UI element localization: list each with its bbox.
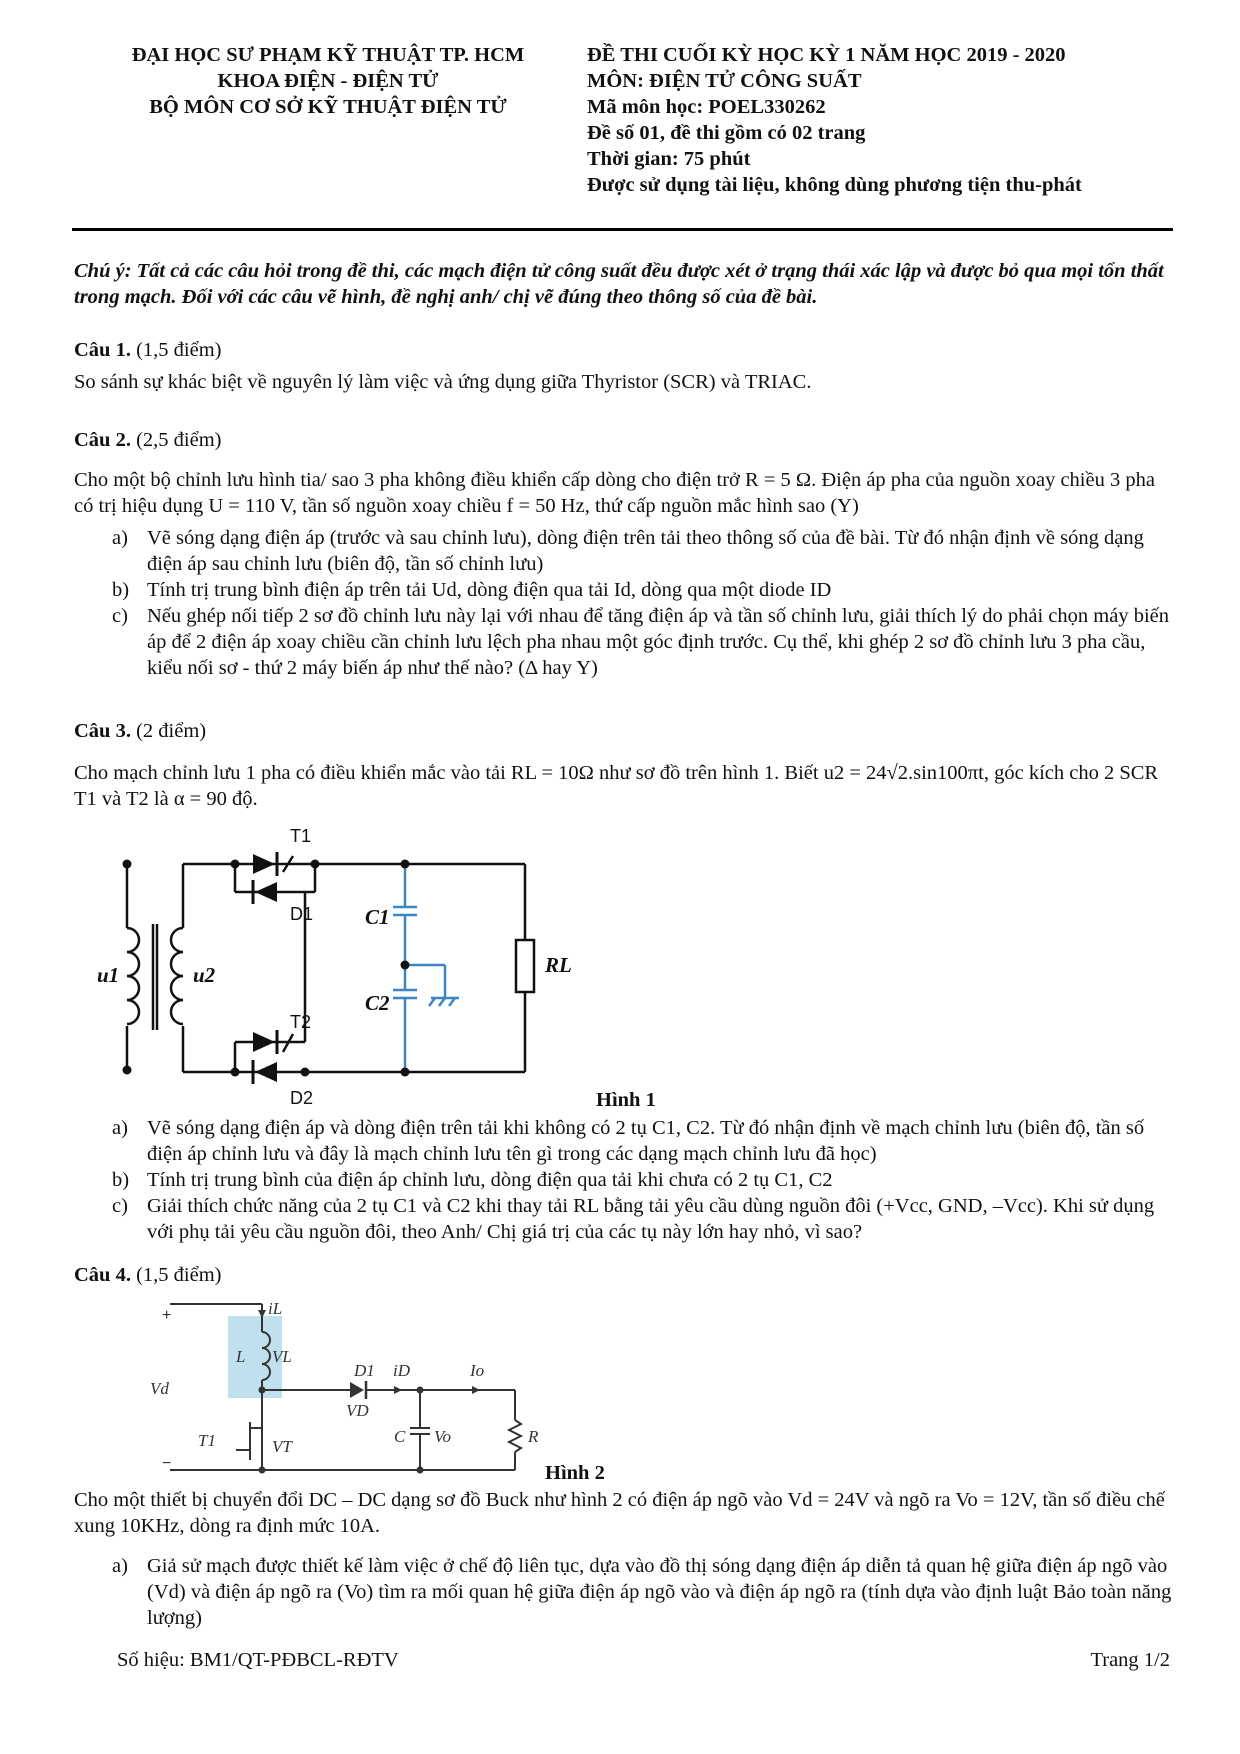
label-c2: C2 bbox=[365, 991, 390, 1015]
university-name: ĐẠI HỌC SƯ PHẠM KỸ THUẬT TP. HCM bbox=[131, 44, 525, 66]
label-d1: D1 bbox=[290, 904, 314, 924]
duration: Thời gian: 75 phút bbox=[587, 148, 751, 170]
exam-title: ĐỀ THI CUỐI KỲ HỌC KỲ 1 NĂM HỌC 2019 - 2020 bbox=[587, 44, 1066, 66]
question-2-item-b: b) Tính trị trung bình điện áp trên tải Ud, dòng điện qua tải Id, dòng qua một diode ID bbox=[112, 579, 832, 601]
label-d1-buck: D1 bbox=[354, 1361, 375, 1380]
question-3 bbox=[74, 718, 1174, 812]
page-number: Trang 1/2 bbox=[1090, 1649, 1170, 1671]
subject: MÔN: ĐIỆN TỬ CÔNG SUẤT bbox=[587, 70, 862, 92]
question-2 bbox=[74, 427, 1174, 681]
label-r: R bbox=[528, 1427, 539, 1446]
question-4-heading bbox=[74, 1262, 1174, 1288]
label-vt: VT bbox=[272, 1437, 292, 1456]
question-1 bbox=[74, 337, 1174, 395]
label-vl: VL bbox=[272, 1347, 292, 1366]
label-d2: D2 bbox=[290, 1088, 314, 1108]
question-2-title: Câu 2. bbox=[74, 429, 131, 451]
question-1-text: So sánh sự khác biệt về nguyên lý làm việc và ứng dụng giữa Thyristor (SCR) và TRIAC. bbox=[74, 371, 812, 393]
figure-2-caption: Hình 2 bbox=[545, 1462, 605, 1484]
figure-2-circuit bbox=[150, 1290, 570, 1490]
label-il: iL bbox=[268, 1299, 283, 1318]
label-c1: C1 bbox=[365, 905, 390, 929]
question-4-intro: Cho một thiết bị chuyển đổi DC – DC dạng sơ đồ Buck như hình 2 có điện áp ngõ vào Vd = 24V và ngõ ra Vo = 12V, tần số điều chế xung 10KHz, dòng ra định mức 10A. bbox=[74, 1489, 1165, 1537]
header-left bbox=[88, 42, 568, 120]
question-2-points: (2,5 điểm) bbox=[136, 429, 222, 451]
label-t2: T2 bbox=[290, 1012, 312, 1032]
header-right bbox=[587, 42, 1207, 198]
exam-note: Chú ý: Tất cả các câu hỏi trong đề thi, các mạch điện tử công suất đều được xét ở trạng thái xác lập và được bỏ qua mọi tổn thất trong mạch. Đối với các câu vẽ hình, đề nghị anh/ chị vẽ đúng theo thông số của đề bài. bbox=[74, 260, 1164, 308]
figure-1-caption: Hình 1 bbox=[596, 1089, 656, 1111]
document-code: Số hiệu: BM1/QT-PĐBCL-RĐTV bbox=[117, 1649, 399, 1671]
label-t1-buck: T1 bbox=[198, 1431, 216, 1450]
question-2-item-c: c) Nếu ghép nối tiếp 2 sơ đồ chỉnh lưu này lại với nhau để tăng điện áp và tần số chỉnh lưu, giải thích lý do phải chọn máy biến áp để 2 điện áp xoay chiều cần chỉnh lưu lệch pha nhau một góc định trước. Cụ thể, khi ghép 2 sơ đồ chỉnh lưu 3 pha cầu, kiểu nối sơ - thứ 2 máy biến áp như thế nào? (Δ hay Y) bbox=[112, 605, 1169, 679]
minus-sign: − bbox=[162, 1455, 172, 1472]
label-vo: Vo bbox=[434, 1427, 451, 1446]
question-4-title: Câu 4. bbox=[74, 1264, 131, 1286]
plus-sign: + bbox=[162, 1307, 172, 1324]
question-2-intro: Cho một bộ chỉnh lưu hình tia/ sao 3 pha không điều khiển cấp dòng cho điện trở R = 5 Ω. Điện áp pha của nguồn xoay chiều 3 pha có trị hiệu dụng U = 110 V, tần số nguồn xoay chiều f = 50 Hz, thứ cấp nguồn mắc hình sao (Y) bbox=[74, 469, 1155, 517]
question-3-title: Câu 3. bbox=[74, 720, 131, 742]
label-vd-input: Vd bbox=[150, 1379, 169, 1398]
question-1-points: (1,5 điểm) bbox=[136, 339, 222, 361]
question-3-item-a: a) Vẽ sóng dạng điện áp và dòng điện trên tải khi không có 2 tụ C1, C2. Từ đó nhận định về mạch chỉnh lưu (biên độ, tần số điện áp chỉnh lưu và đây là mạch chỉnh lưu tên gì trong các dạng mạch chỉnh lưu đã học) bbox=[112, 1117, 1145, 1165]
label-l: L bbox=[236, 1347, 246, 1366]
label-u2: u2 bbox=[193, 963, 216, 987]
question-1-title: Câu 1. bbox=[74, 339, 131, 361]
label-id: iD bbox=[393, 1361, 410, 1380]
label-c: C bbox=[394, 1427, 406, 1446]
header-divider bbox=[72, 228, 1173, 231]
department-name: BỘ MÔN CƠ SỞ KỸ THUẬT ĐIỆN TỬ bbox=[149, 96, 507, 118]
exam-number: Đề số 01, đề thi gồm có 02 trang bbox=[587, 122, 866, 144]
question-4 bbox=[74, 1487, 1174, 1631]
label-rl: RL bbox=[545, 953, 572, 977]
question-4-points: (1,5 điểm) bbox=[136, 1264, 222, 1286]
course-code: Mã môn học: POEL330262 bbox=[587, 96, 826, 118]
exam-rules: Được sử dụng tài liệu, không dùng phương tiện thu-phát bbox=[587, 174, 1082, 196]
question-3-intro: Cho mạch chỉnh lưu 1 pha có điều khiển mắc vào tải RL = 10Ω như sơ đồ trên hình 1. Biết u2 = 24√2.sin100πt, góc kích cho 2 SCR T1 và T2 là α = 90 độ. bbox=[74, 762, 1159, 810]
question-4-item-a: a) Giả sử mạch được thiết kế làm việc ở chế độ liên tục, dựa vào đồ thị sóng dạng điện áp diễn tả quan hệ giữa điện áp ngõ vào (Vd) và điện áp ngõ ra (Vo) tìm ra mối quan hệ giữa điện áp ngõ vào và điện áp ngõ ra (tính dựa vào định luật Bảo toàn năng lượng) bbox=[112, 1555, 1172, 1629]
figure-1-circuit bbox=[95, 820, 615, 1108]
question-3-item-c: c) Giải thích chức năng của 2 tụ C1 và C2 khi thay tải RL bằng tải yêu cầu dùng nguồn đôi (+Vcc, GND, –Vcc). Khi sử dụng với phụ tải yêu cầu nguồn đôi, theo Anh/ Chị giá trị của các tụ này lớn hay nhỏ, vì sao? bbox=[112, 1195, 1155, 1243]
question-3-points: (2 điểm) bbox=[136, 720, 207, 742]
question-3-item-b: b) Tính trị trung bình của điện áp chỉnh lưu, dòng điện qua tải khi chưa có 2 tụ C1, C2 bbox=[112, 1169, 833, 1191]
label-u1: u1 bbox=[97, 963, 120, 987]
label-io: Io bbox=[470, 1361, 485, 1380]
label-t1: T1 bbox=[290, 826, 312, 846]
label-vd-diode: VD bbox=[346, 1401, 369, 1420]
question-3-items bbox=[74, 1115, 1174, 1245]
question-2-item-a: a) Vẽ sóng dạng điện áp (trước và sau chỉnh lưu), dòng điện trên tải theo thông số của đề bài. Từ đó nhận định về sóng dạng điện áp sau chỉnh lưu (biên độ, tần số chỉnh lưu) bbox=[112, 527, 1144, 575]
faculty-name: KHOA ĐIỆN - ĐIỆN TỬ bbox=[217, 70, 439, 92]
